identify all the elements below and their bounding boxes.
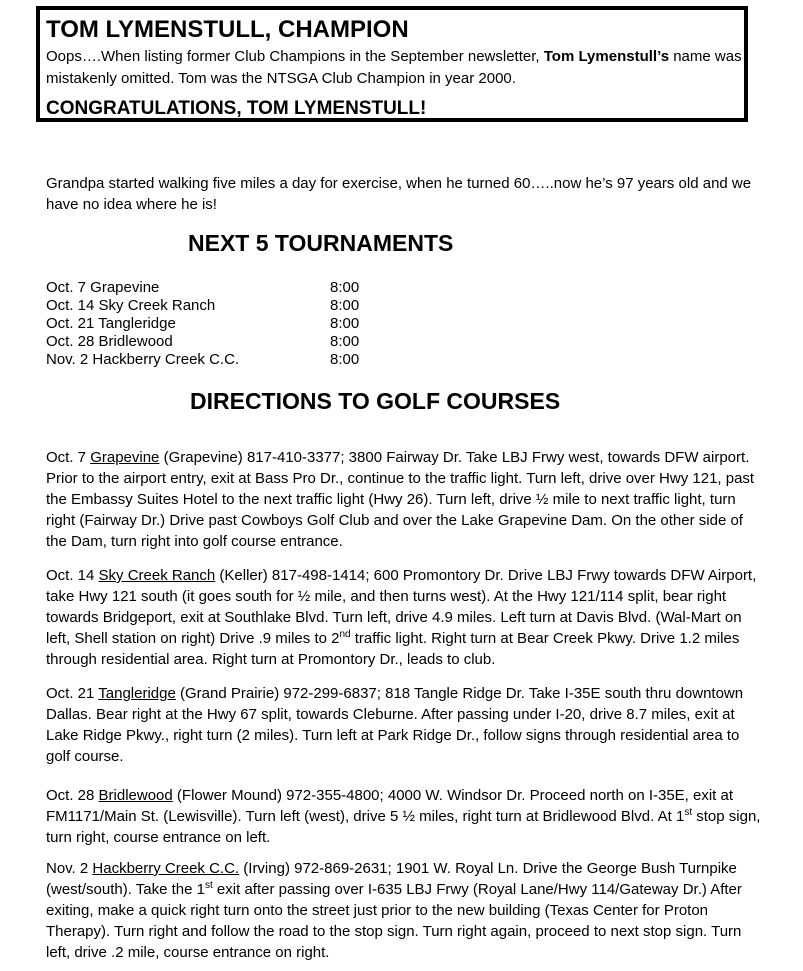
direction-text-cont: exit after passing over I-635 LBJ Frwy (Royal Lane/Hwy 114/Gateway Dr.) After exiting, make a quick right turn onto the street just prior to the new building (Texas Center for Proton Therapy). Turn right and follow the road to the stop sign. Turn right again, proceed to next stop sign. Turn left, drive .2 mile, course entrance on right. [46,881,742,961]
tournaments-heading: NEXT 5 TOURNAMENTS [188,230,454,256]
ordinal-suffix: nd [339,629,351,640]
direction-date: Oct. 7 [46,449,91,466]
schedule-time: 8:00 [330,315,360,332]
schedule-time: 8:00 [330,279,360,296]
schedule-event: Oct. 7 Grapevine [46,279,160,296]
champion-congrats: CONGRATULATIONS, TOM LYMENSTULL! [46,98,427,119]
directions-bridlewood [46,785,766,848]
tournament-schedule [46,279,386,369]
direction-text: (Grand Prairie) 972-299-6837; 818 Tangle Ridge Dr. Take I-35E south thru downtown Dallas. Bear right at the Hwy 67 split, towards Cleburne. After passing under I-20, drive 8.7 miles, exit at Lake Ridge Pkwy., right turn (2 miles). Turn left at Park Ridge Dr., follow signs through residential area to golf course. [46,685,744,765]
schedule-row [46,279,386,297]
direction-text: (Keller) 817-498-1414; 600 Promontory Dr. Drive LBJ Frwy towards DFW Airport, take Hwy 121 south (it goes south for ½ mile, and then turns west). At the Hwy 121/114 split, bear right towards Bridgeport, exit at Southlake Blvd. Turn left, drive 4.9 miles. Left turn at Davis Blvd. (Wal-Mart on left, Shell station on right) Drive .9 miles to 2 [46,567,757,647]
schedule-time: 8:00 [330,297,360,314]
ordinal-suffix: st [204,880,213,891]
directions-sky-creek-ranch [46,565,766,670]
schedule-row [46,297,386,315]
course-name: Sky Creek Ranch [98,567,216,584]
direction-date: Nov. 2 [46,860,93,877]
schedule-event: Oct. 21 Tangleridge [46,315,176,332]
ordinal-suffix: st [684,807,693,818]
joke-paragraph: Grandpa started walking five miles a day for exercise, when he turned 60…..now he’s 97 years old and we have no idea where he is! [46,175,752,213]
direction-text: (Irving) 972-869-2631; 1901 W. Royal Ln. Drive the George Bush Turnpike (west/south). Take the 1 [46,860,737,898]
direction-date: Oct. 21 [46,685,99,702]
direction-date: Oct. 28 [46,787,99,804]
directions-hackberry-creek [46,858,766,963]
directions-heading: DIRECTIONS TO GOLF COURSES [190,388,561,414]
champion-text-rest: name was mistakenly omitted. Tom was the NTSGA Club Champion in year 2000. [46,48,742,87]
schedule-row [46,315,386,333]
direction-date: Oct. 14 [46,567,99,584]
schedule-time: 8:00 [330,333,360,350]
course-name: Hackberry Creek C.C. [92,860,240,877]
direction-text-cont: stop sign, turn right, course entrance on left. [46,808,761,846]
schedule-event: Oct. 28 Bridlewood [46,333,173,350]
course-name: Bridlewood [98,787,173,804]
schedule-time: 8:00 [330,351,360,368]
schedule-event: Oct. 14 Sky Creek Ranch [46,297,216,314]
champion-text [46,46,744,90]
direction-text: (Grapevine) 817-410-3377; 3800 Fairway Dr. Take LBJ Frwy west, towards DFW airport. Prior to the airport entry, exit at Bass Pro Dr., continue to the traffic light. Turn left, drive over Hwy 121, past the Embassy Suites Hotel to the next traffic light (Hwy 26). Turn left, drive ½ mile to next traffic light, turn right (Fairway Dr.) Drive past Cowboys Golf Club and over the Lake Grapevine Dam. On the other side of the Dam, turn right into golf course entrance. [46,449,755,550]
directions-tangleridge [46,683,766,767]
schedule-row [46,351,386,369]
champion-title: TOM LYMENSTULL, CHAMPION [46,16,409,43]
schedule-row [46,333,386,351]
schedule-event: Nov. 2 Hackberry Creek C.C. [46,351,240,368]
champion-name: Tom Lymenstull’s [543,48,670,65]
course-name: Tangleridge [98,685,176,702]
direction-text: (Flower Mound) 972-355-4800; 4000 W. Windsor Dr. Proceed north on I-35E, exit at FM1171/Main St. (Lewisville). Turn left (west), drive 5 ½ miles, right turn at Bridlewood Blvd. At 1 [46,787,734,825]
champion-announcement-box [36,6,748,122]
directions-grapevine [46,447,766,552]
champion-text-intro: Oops….When listing former Club Champions in the September newsletter, [46,48,544,65]
direction-text-cont: traffic light. Right turn at Bear Creek Pkwy. Drive 1.2 miles through residential area. Right turn at Promontory Dr., leads to club. [46,630,740,668]
course-name: Grapevine [90,449,160,466]
